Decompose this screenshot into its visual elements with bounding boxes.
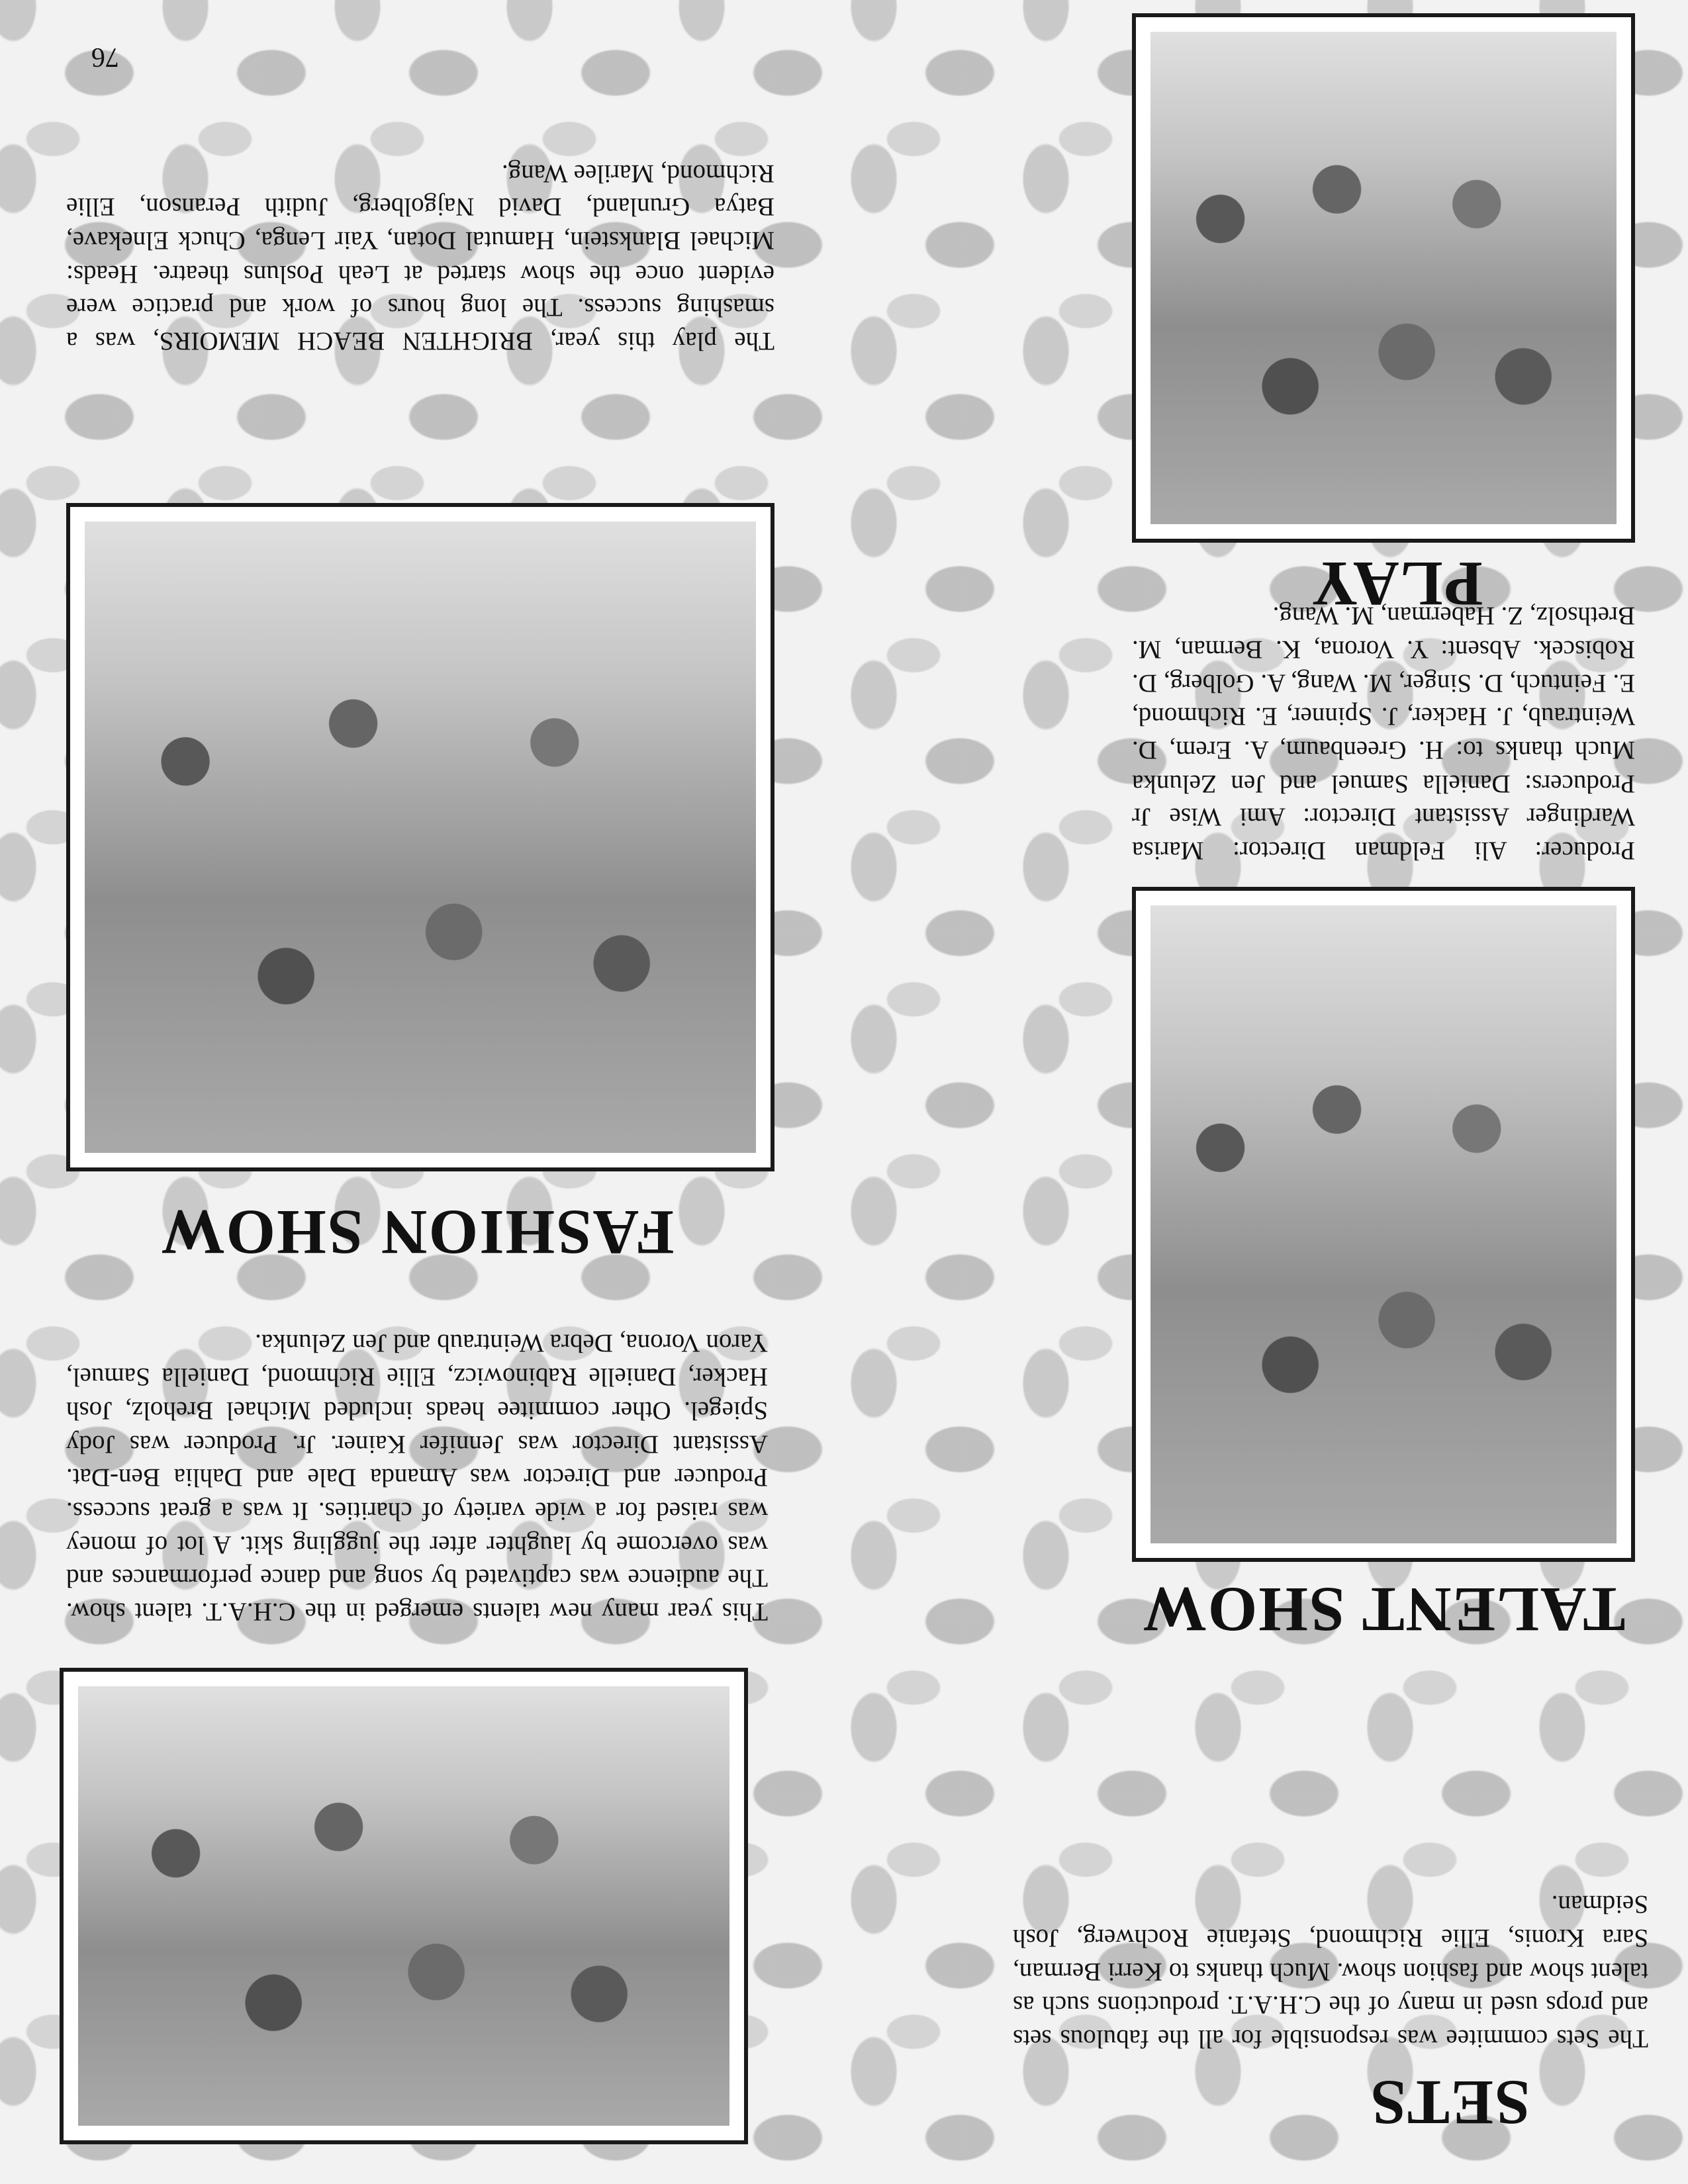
play-body-text: The play this year, BRIGHTEN BEACH MEMOIRS, was a smashing success. The long hours of work and practice were evident once the show started at Leah Posluns theatre. Heads: Michael Blankstein, Hamutal Dotan, Yair Lenga, Chuck Elnekave, Batya Grunland, David Najgolberg, Judith Peranson, Ellie Richmond, Marilee Wang. <box>66 159 774 355</box>
talent-show-photo <box>1150 905 1617 1543</box>
sets-heading: SETS <box>1369 2068 1530 2138</box>
play-photo-frame <box>1132 13 1635 543</box>
fashion-show-photo <box>85 522 756 1153</box>
fashion-show-heading: FASHION SHOW <box>160 1197 675 1268</box>
sets-body-text: The Sets commitee was responsible for all the fabulous sets and props used in many of the C.H.A.T. productions such as talent show and fashion show. Much thanks to Kerri Berman, Sara Kronis, Ellie Richmond, Stefanie Rochwerg, Josh Seidman. <box>1013 1890 1648 2053</box>
fashion-show-body-text: Producer: Ali Feldman Director: Marisa Wardinger Assistant Director: Ami Wise Jr Producers: Daniella Samuel and Jen Zelunka Much thanks to: H. Greenbaum, A. Erem, D. Weintraub, J. Hacker, J. Spinner, E. Richmond, E. Feintuch, D. Singer, M. Wang, A. Golberg, D. Robiscek. Absent: Y. Vorona, K. Berman, M. Brethsolz, Z. Haberman, M. Wang. <box>1132 602 1635 865</box>
play-photo <box>1150 32 1617 524</box>
page-number: 76 <box>91 42 119 72</box>
sets-photo-frame <box>60 1668 748 2144</box>
fashion-show-photo-frame <box>66 503 774 1171</box>
talent-show-heading: TALENT SHOW <box>1141 1574 1626 1645</box>
play-heading: PLAY <box>1310 549 1483 619</box>
talent-show-photo-frame <box>1132 887 1635 1562</box>
talent-show-body-text: This year many new talents emerged in the C.H.A.T. talent show. The audience was captivated by song and dance performances and was overcome by laughter after the juggling skit. A lot of money was raised for a wide variety of charities. It was a great success. Producer and Director was Amanda Dale and Dahlia Ben-Dat. Assistant Director was Jennifer Kainer. Jr. Producer was Jody Spiegel. Other commitee heads included Michael Breholz, Josh Hacker, Danielle Rabinowicz, Ellie Richmond, Daniella Samuel, Yaron Vorona, Debra Weintraub and Jen Zelunka. <box>66 1329 768 1626</box>
sets-photo <box>78 1686 729 2126</box>
